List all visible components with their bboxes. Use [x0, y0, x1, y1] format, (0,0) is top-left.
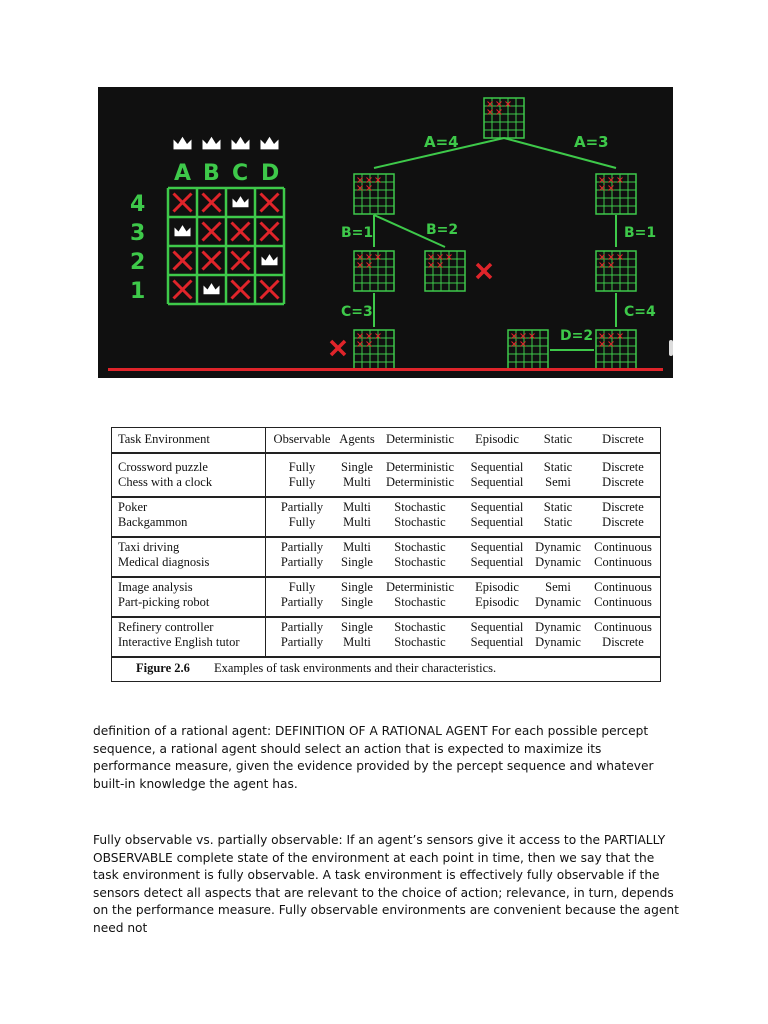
paragraph-observability: Fully observable vs. partially observable: If an agent’s sensors give it access to the PARTIALLY OBSERVABLE complete state of the environment at each point in time, then we say that the task environment is fully observable. A task environment is effectively fully observable if the sensors detect all aspects that are relevant to the choice of action; relevance, in turn, depends on the performance measure. Fully observable environments are convenient because the agent need not [93, 833, 679, 935]
column-header: Episodic [475, 432, 519, 446]
table-cell: Discrete [602, 635, 644, 649]
tree-label: B=1 [341, 225, 374, 241]
column-header: Deterministic [385, 432, 455, 446]
tree-label: C=4 [624, 304, 656, 320]
table-cell: Deterministic [385, 475, 455, 489]
table-cell: Sequential [470, 515, 524, 529]
column-label: D [261, 161, 280, 186]
task-environment-name: Medical diagnosis [118, 555, 210, 569]
queen-icon [203, 137, 221, 150]
table-cell: Single [341, 595, 373, 609]
figure-caption [136, 661, 496, 676]
column-label: C [232, 161, 249, 186]
tree-label: B=2 [426, 222, 459, 238]
tree-label: A=3 [574, 133, 609, 151]
task-environment-table [111, 427, 661, 682]
table-cell: Sequential [470, 540, 524, 554]
table-cell: Multi [343, 540, 371, 554]
table-cell: Partially [280, 540, 324, 554]
table-cell: Stochastic [394, 500, 446, 514]
queen-icon [204, 283, 220, 294]
table-cell: Static [543, 515, 573, 529]
table-cell: Single [341, 555, 373, 569]
table-cell: Episodic [475, 595, 519, 609]
search-tree-diagram [98, 87, 673, 378]
table-row-group [112, 576, 660, 618]
table-cell: Semi [545, 475, 571, 489]
table-cell: Partially [280, 620, 324, 634]
tree-label: A=4 [424, 133, 459, 151]
task-environment-name: Crossword puzzle [118, 460, 208, 474]
table-cell: Single [341, 460, 373, 474]
table-cell: Semi [545, 580, 571, 594]
table-cell: Stochastic [394, 620, 446, 634]
table-cell: Partially [280, 595, 324, 609]
task-environment-name: Backgammon [118, 515, 188, 529]
task-environment-name: Poker [118, 500, 148, 514]
table-cell: Multi [343, 475, 371, 489]
table-cell: Stochastic [394, 635, 446, 649]
table-cell: Multi [343, 635, 371, 649]
table-cell: Partially [280, 555, 324, 569]
tree-label: C=3 [341, 304, 373, 320]
task-environment-name: Part-picking robot [118, 595, 210, 609]
table-cell: Fully [288, 580, 316, 594]
table-cell: Continuous [594, 620, 652, 634]
table-cell: Dynamic [535, 555, 581, 569]
table-cell: Dynamic [535, 635, 581, 649]
table-row-group [112, 616, 660, 658]
table-cell: Sequential [470, 555, 524, 569]
queen-icon [233, 196, 249, 207]
caption-text: Examples of task environments and their characteristics. [213, 661, 497, 675]
table-cell: Stochastic [394, 515, 446, 529]
column-header: Discrete [602, 432, 644, 446]
queen-icon [174, 137, 192, 150]
column-divider [265, 428, 266, 656]
table-cell: Multi [343, 500, 371, 514]
table-cell: Fully [288, 515, 316, 529]
row-label: 4 [130, 192, 146, 217]
table-cell: Discrete [602, 500, 644, 514]
column-label: A [174, 161, 192, 186]
queen-icon [175, 225, 191, 236]
scroll-handle [669, 340, 673, 356]
row-label: 2 [130, 250, 146, 275]
column-header: Observable [273, 432, 331, 446]
table-row-group [112, 536, 660, 578]
table-cell: Episodic [475, 580, 519, 594]
tree-label: D=2 [560, 328, 594, 344]
progress-bar [108, 368, 663, 371]
column-header: Agents [339, 432, 375, 446]
table-cell: Sequential [470, 475, 524, 489]
table-cell: Multi [343, 515, 371, 529]
column-label: B [203, 161, 220, 186]
table-row-group [112, 456, 660, 498]
table-cell: Deterministic [385, 460, 455, 474]
table-cell: Continuous [594, 555, 652, 569]
table-header-row [112, 428, 660, 454]
table-cell: Single [341, 620, 373, 634]
table-cell: Discrete [602, 475, 644, 489]
table-cell: Fully [288, 475, 316, 489]
table-cell: Sequential [470, 460, 524, 474]
table-cell: Continuous [594, 540, 652, 554]
four-queens-search-figure [98, 87, 673, 378]
table-cell: Stochastic [394, 555, 446, 569]
queen-icon [261, 137, 279, 150]
table-row-group [112, 496, 660, 538]
table-cell: Static [543, 460, 573, 474]
task-environment-name: Chess with a clock [118, 475, 213, 489]
task-environment-name: Interactive English tutor [118, 635, 240, 649]
table-cell: Dynamic [535, 620, 581, 634]
column-header: Static [543, 432, 573, 446]
task-environment-name: Taxi driving [118, 540, 180, 554]
table-cell: Single [341, 580, 373, 594]
table-cell: Sequential [470, 635, 524, 649]
table-cell: Dynamic [535, 595, 581, 609]
table-cell: Continuous [594, 580, 652, 594]
table-cell: Static [543, 500, 573, 514]
tree-label: B=1 [624, 225, 657, 241]
row-label: 1 [130, 279, 146, 304]
queen-icon [232, 137, 250, 150]
table-cell: Discrete [602, 460, 644, 474]
task-environment-name: Image analysis [118, 580, 193, 594]
table-cell: Sequential [470, 620, 524, 634]
table-cell: Partially [280, 635, 324, 649]
caption-label: Figure 2.6 [136, 661, 190, 675]
queen-icon [262, 254, 278, 265]
row-label: 3 [130, 221, 146, 246]
paragraph-rational-agent: definition of a rational agent: DEFINITION OF A RATIONAL AGENT For each possible percept sequence, a rational agent should select an action that is expected to maximize its performance measure, given the evidence provided by the percept sequence and whatever built-in knowledge the agent has. [93, 724, 654, 791]
table-cell: Stochastic [394, 595, 446, 609]
table-cell: Deterministic [385, 580, 455, 594]
table-cell: Stochastic [394, 540, 446, 554]
table-cell: Fully [288, 460, 316, 474]
column-header: Task Environment [118, 432, 210, 446]
table-cell: Sequential [470, 500, 524, 514]
table-cell: Dynamic [535, 540, 581, 554]
table-cell: Discrete [602, 515, 644, 529]
table-cell: Partially [280, 500, 324, 514]
table-cell: Continuous [594, 595, 652, 609]
task-environment-name: Refinery controller [118, 620, 214, 634]
